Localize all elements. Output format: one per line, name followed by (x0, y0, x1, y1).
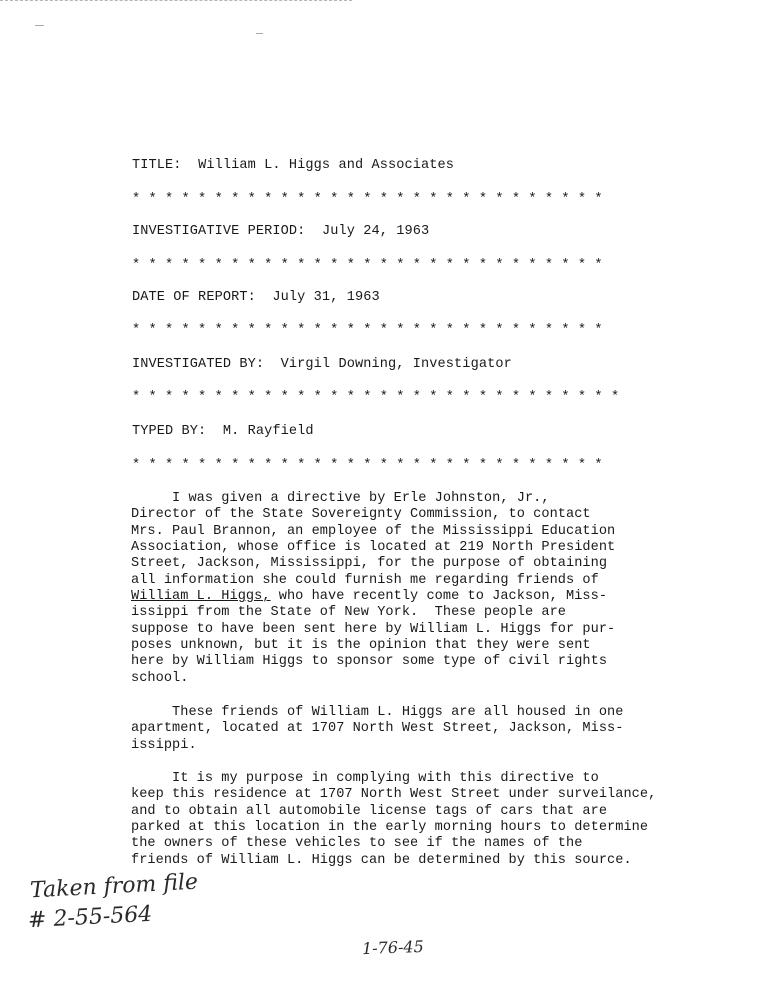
typist-line (132, 424, 314, 440)
investigator-label: INVESTIGATED BY: (132, 357, 265, 372)
title-line (132, 158, 454, 174)
paragraph-text: I was given a directive by Erle Johnston, Jr., Director of the State Sovereignty Commission, to contact Mrs. Paul Brannon, an employee of the Mississippi Education Association, whose office is located at 219 North President Street, Jackson, Mississippi, for the purpose of obtaining all information she could furnish me regarding friends of (131, 491, 616, 588)
report-date-label: DATE OF REPORT: (132, 290, 256, 305)
handwritten-note-line2: # 2-55-564 (27, 901, 153, 934)
underlined-name: William L. Higgs, (131, 589, 271, 605)
paragraph-purpose: It is my purpose in complying with this directive to keep this residence at 1707 North West Street under surveilance, and to obtain all automobile license tags of cars that are parked at this location in the early morning hours to determine the owners of these vehicles to see if the names of the friends of William L. Higgs can be determined by this source. (131, 771, 657, 868)
separator: * * * * * * * * * * * * * * * * * * * * * * * * * * * * * (132, 258, 603, 273)
title-label: TITLE: (132, 158, 182, 173)
scan-edge-dashes (0, 0, 352, 1)
handwritten-note-line1: Taken from file (29, 869, 199, 904)
paragraph-text: who have recently come to Jackson, Miss- issippi from the State of New York. These people are suppose to have been sent here by William L. Higgs for pur- poses unknown, but it is the opinion that they were sent here by William Higgs to sponsor some type of civil rights school. (131, 589, 616, 686)
investigator-value: Virgil Downing, Investigator (280, 357, 512, 372)
period-label: INVESTIGATIVE PERIOD: (132, 224, 306, 239)
separator: * * * * * * * * * * * * * * * * * * * * * * * * * * * * * (132, 458, 603, 473)
paragraph-friends: These friends of William L. Higgs are all housed in one apartment, located at 1707 North West Street, Jackson, Miss- issippi. (131, 705, 624, 753)
report-date-line (132, 290, 380, 306)
separator: * * * * * * * * * * * * * * * * * * * * * * * * * * * * * * (132, 390, 620, 405)
title-value: William L. Higgs and Associates (198, 158, 455, 173)
scan-speck (256, 33, 263, 34)
period-line (132, 224, 429, 240)
handwritten-page-number: 1-76-45 (361, 936, 425, 959)
separator: * * * * * * * * * * * * * * * * * * * * * * * * * * * * * (132, 323, 603, 338)
report-date-value: July 31, 1963 (272, 290, 380, 305)
scan-speck (35, 25, 44, 26)
separator: * * * * * * * * * * * * * * * * * * * * * * * * * * * * * (132, 192, 603, 207)
typist-label: TYPED BY: (132, 424, 207, 439)
typist-value: M. Rayfield (222, 424, 314, 439)
investigator-line (132, 357, 512, 373)
paragraph-directive (131, 491, 615, 687)
period-value: July 24, 1963 (321, 224, 430, 239)
